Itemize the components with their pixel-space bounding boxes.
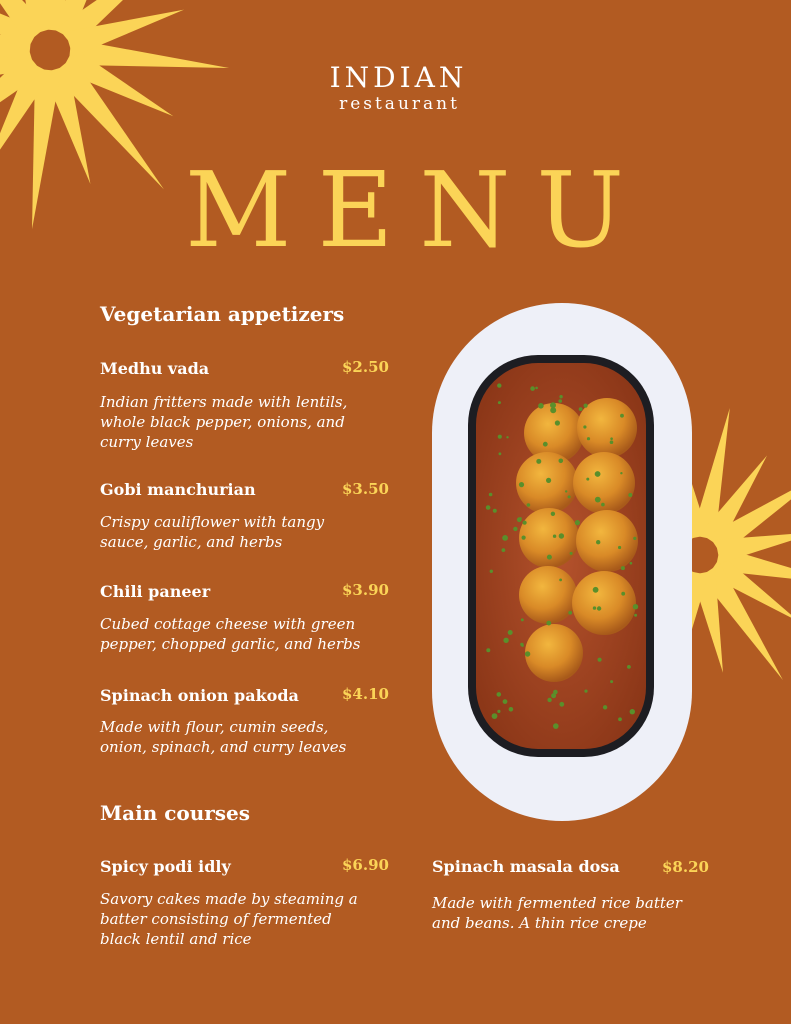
brand-name: INDIAN	[329, 61, 468, 94]
herb-garnish	[493, 509, 497, 513]
herb-garnish	[519, 482, 524, 487]
herb-garnish	[603, 705, 607, 709]
item-desc-spinach-masala-dosa	[432, 893, 682, 933]
brand-subtitle: restaurant	[339, 94, 460, 114]
herb-garnish	[583, 425, 586, 428]
herb-garnish	[584, 690, 587, 693]
item-name-medhu-vada: Medhu vada	[100, 359, 210, 378]
herb-garnish	[595, 497, 601, 503]
herb-garnish	[498, 401, 501, 404]
herb-garnish	[630, 562, 633, 565]
desc-line: pepper, chopped garlic, and herbs	[100, 635, 361, 653]
herb-garnish	[630, 709, 635, 714]
herb-garnish	[498, 435, 502, 439]
herb-garnish	[559, 395, 562, 398]
desc-line: Made with fermented rice batter	[432, 894, 682, 912]
herb-garnish	[502, 548, 506, 552]
herb-garnish	[530, 386, 535, 391]
food-photo	[432, 303, 692, 821]
section-title-main-courses: Main courses	[100, 801, 251, 825]
herb-garnish	[597, 606, 601, 610]
herb-garnish	[559, 459, 564, 464]
herb-garnish	[551, 512, 555, 516]
desc-line: onion, spinach, and curry leaves	[100, 738, 347, 756]
item-price-chili-paneer: $3.90	[342, 581, 389, 599]
herb-garnish	[522, 536, 526, 540]
herb-garnish	[584, 404, 588, 408]
item-price-gobi-manchurian: $3.50	[342, 480, 389, 498]
item-desc-spicy-podi-idly	[100, 889, 358, 949]
herb-garnish	[535, 387, 538, 390]
herb-garnish	[575, 520, 580, 525]
herb-garnish	[634, 614, 637, 617]
herb-garnish	[506, 436, 508, 438]
herb-garnish	[523, 521, 527, 525]
herb-garnish	[489, 493, 493, 497]
item-name-spinach-onion-pakoda: Spinach onion pakoda	[100, 686, 299, 705]
herb-garnish	[547, 555, 552, 560]
herb-garnish	[553, 535, 556, 538]
herb-garnish	[525, 651, 530, 656]
herb-garnish	[596, 540, 600, 544]
kofta-ball	[519, 566, 577, 624]
herb-garnish	[559, 579, 562, 582]
herb-garnish	[509, 707, 514, 712]
herb-garnish	[499, 452, 502, 455]
herb-garnish	[565, 490, 567, 492]
herb-garnish	[538, 403, 544, 409]
herb-garnish	[610, 437, 613, 440]
herb-garnish	[521, 618, 524, 621]
desc-line: batter consisting of fermented	[100, 910, 332, 928]
desc-line: black lentil and rice	[100, 930, 252, 948]
herb-garnish	[621, 592, 625, 596]
herb-garnish	[536, 459, 541, 464]
herb-garnish	[546, 621, 551, 626]
item-desc-gobi-manchurian	[100, 512, 324, 552]
desc-line: Crispy cauliflower with tangy	[100, 513, 325, 531]
desc-line: Savory cakes made by steaming a	[100, 890, 358, 908]
herb-garnish	[610, 440, 614, 444]
herb-garnish	[601, 503, 605, 507]
herb-garnish	[547, 698, 551, 702]
herb-garnish	[558, 399, 562, 403]
herb-garnish	[519, 517, 522, 520]
herb-garnish	[497, 710, 500, 713]
desc-line: and beans. A thin rice crepe	[432, 914, 647, 932]
herb-garnish	[618, 546, 621, 549]
desc-line: Cubed cottage cheese with green	[100, 615, 356, 633]
herb-garnish	[497, 692, 502, 697]
herb-garnish	[559, 533, 564, 538]
restaurant-brand	[0, 62, 791, 114]
kofta-ball	[572, 571, 636, 635]
herb-garnish	[610, 680, 613, 683]
herb-garnish	[593, 606, 596, 609]
herb-garnish	[513, 527, 517, 531]
herb-garnish	[598, 658, 602, 662]
item-name-spicy-podi-idly: Spicy podi idly	[100, 857, 231, 876]
herb-garnish	[546, 478, 551, 483]
herb-garnish	[620, 472, 622, 474]
herb-garnish	[508, 630, 513, 635]
desc-line: whole black pepper, onions, and	[100, 413, 345, 431]
item-desc-chili-paneer	[100, 614, 360, 654]
desc-line: curry leaves	[100, 433, 194, 451]
herb-garnish	[568, 611, 572, 615]
herb-garnish	[551, 693, 556, 698]
herb-garnish	[586, 478, 589, 481]
herb-garnish	[570, 552, 573, 555]
herb-garnish	[527, 503, 531, 507]
item-price-spinach-masala-dosa: $8.20	[662, 858, 709, 876]
herb-garnish	[627, 665, 631, 669]
herb-garnish	[486, 505, 491, 510]
herb-garnish	[593, 587, 599, 593]
kofta-curry-dish-image	[432, 303, 692, 821]
herb-garnish	[503, 638, 508, 643]
section-title-vegetarian: Vegetarian appetizers	[100, 302, 345, 326]
herb-garnish	[520, 643, 523, 646]
desc-line: Made with flour, cumin seeds,	[100, 718, 329, 736]
herb-garnish	[550, 402, 556, 408]
herb-garnish	[633, 604, 638, 609]
herb-garnish	[568, 495, 571, 498]
item-price-medhu-vada: $2.50	[342, 358, 389, 376]
kofta-ball	[576, 510, 638, 572]
item-name-spinach-masala-dosa: Spinach masala dosa	[432, 857, 620, 876]
herb-garnish	[492, 713, 498, 719]
herb-garnish	[595, 471, 601, 477]
herb-garnish	[587, 437, 590, 440]
kofta-ball	[525, 624, 583, 682]
item-desc-spinach-onion-pakoda	[100, 717, 346, 757]
herb-garnish	[490, 570, 493, 573]
item-name-chili-paneer: Chili paneer	[100, 582, 211, 601]
herb-garnish	[621, 566, 625, 570]
herb-garnish	[633, 537, 636, 540]
herb-garnish	[579, 407, 583, 411]
desc-line: Indian fritters made with lentils,	[100, 393, 348, 411]
herb-garnish	[559, 702, 564, 707]
herb-garnish	[503, 699, 508, 704]
herb-garnish	[502, 535, 508, 541]
herb-garnish	[497, 383, 501, 387]
herb-garnish	[555, 420, 560, 425]
kofta-ball	[516, 452, 578, 514]
herb-garnish	[628, 493, 632, 497]
item-desc-medhu-vada	[100, 392, 347, 452]
item-name-gobi-manchurian: Gobi manchurian	[100, 480, 256, 499]
herb-garnish	[543, 442, 548, 447]
item-price-spicy-podi-idly: $6.90	[342, 856, 389, 874]
herb-garnish	[620, 414, 624, 418]
menu-title: MENU	[184, 149, 651, 271]
herb-garnish	[553, 723, 559, 729]
herb-garnish	[618, 717, 622, 721]
desc-line: sauce, garlic, and herbs	[100, 533, 283, 551]
herb-garnish	[486, 648, 490, 652]
item-price-spinach-onion-pakoda: $4.10	[342, 685, 389, 703]
